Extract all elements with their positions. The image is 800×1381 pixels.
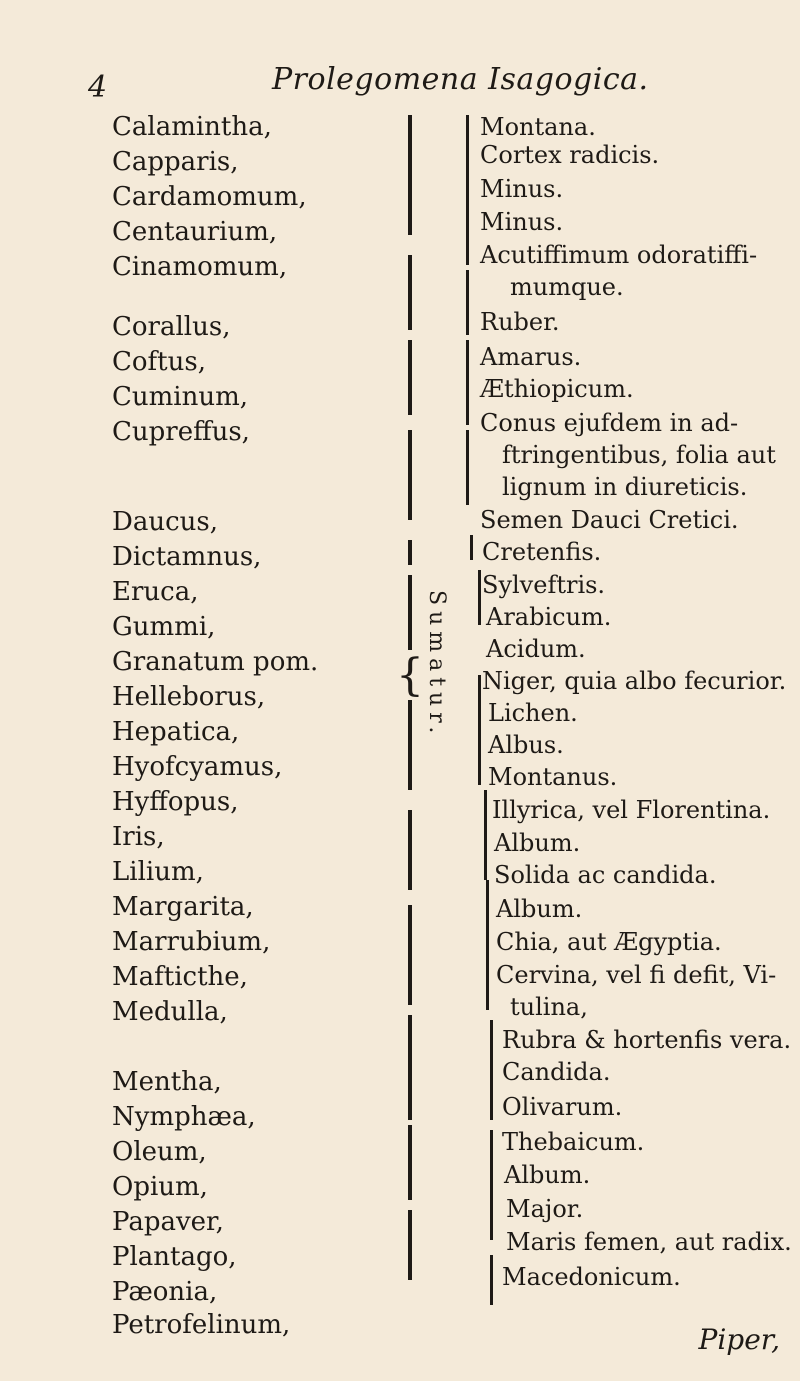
left-entry: Marrubium, bbox=[112, 927, 271, 957]
bracket-bar bbox=[408, 115, 412, 235]
right-entry: ftringentibus, folia aut bbox=[502, 441, 776, 469]
left-entry: Medulla, bbox=[112, 997, 228, 1027]
left-entry: Capparis, bbox=[112, 147, 239, 177]
left-entry: Hyofcyamus, bbox=[112, 752, 283, 782]
right-entry: Album. bbox=[504, 1161, 591, 1189]
right-entry: Rubra & hortenfis vera. bbox=[502, 1026, 792, 1054]
bracket-bar bbox=[408, 700, 412, 790]
bracket-bar bbox=[408, 430, 412, 520]
left-entry: Nymphæa, bbox=[112, 1102, 256, 1132]
right-entry: Montana. bbox=[480, 113, 596, 141]
right-entry: Candida. bbox=[502, 1058, 611, 1086]
left-entry: Gummi, bbox=[112, 612, 216, 642]
bracket-bar bbox=[466, 340, 469, 425]
left-entry: Opium, bbox=[112, 1172, 208, 1202]
right-entry: Album. bbox=[494, 829, 581, 857]
left-entry: Papaver, bbox=[112, 1207, 224, 1237]
left-entry: Cardamomum, bbox=[112, 182, 307, 212]
right-entry: Solida ac candida. bbox=[494, 861, 717, 889]
right-entry: Sylveftris. bbox=[482, 571, 606, 599]
right-entry: Thebaicum. bbox=[502, 1128, 645, 1156]
left-entry: Cuminum, bbox=[112, 382, 249, 412]
bracket-bar bbox=[408, 1210, 412, 1280]
right-entry: Albus. bbox=[488, 731, 564, 759]
bracket-bar bbox=[408, 255, 412, 330]
left-entry: Cinamomum, bbox=[112, 252, 288, 282]
left-entry: Corallus, bbox=[112, 312, 231, 342]
right-entry: lignum in diureticis. bbox=[502, 473, 748, 501]
bracket-bar bbox=[466, 270, 469, 335]
bracket-bar bbox=[490, 1255, 493, 1305]
left-entry: Petrofelinum, bbox=[112, 1310, 291, 1340]
left-entry: Iris, bbox=[112, 822, 165, 852]
left-entry: Granatum pom. bbox=[112, 647, 319, 677]
left-entry: Mafticthe, bbox=[112, 962, 248, 992]
left-entry: Pæonia, bbox=[112, 1277, 218, 1307]
right-entry: Minus. bbox=[480, 175, 564, 203]
right-entry: Amarus. bbox=[480, 343, 582, 371]
right-entry: Olivarum. bbox=[502, 1093, 623, 1121]
left-entry: Calamintha, bbox=[112, 112, 272, 142]
right-entry: Acidum. bbox=[486, 635, 586, 663]
right-entry: Arabicum. bbox=[486, 603, 612, 631]
right-entry: Semen Dauci Cretici. bbox=[480, 506, 739, 534]
bracket-bar bbox=[470, 535, 473, 560]
left-entry: Margarita, bbox=[112, 892, 254, 922]
left-entry: Eruca, bbox=[112, 577, 199, 607]
left-entry: Lilium, bbox=[112, 857, 204, 887]
left-entry: Hyffopus, bbox=[112, 787, 239, 817]
right-entry: Album. bbox=[496, 895, 583, 923]
left-entry: Helleborus, bbox=[112, 682, 266, 712]
sumatur-label: Sumatur. bbox=[424, 590, 449, 740]
right-entry: Cortex radicis. bbox=[480, 141, 660, 169]
bracket-bar bbox=[490, 1020, 493, 1120]
right-entry: Chia, aut Ægyptia. bbox=[496, 928, 722, 956]
bracket-bar bbox=[466, 115, 469, 265]
bracket-bar bbox=[484, 790, 487, 880]
bracket-bar bbox=[408, 540, 412, 565]
left-entry: Plantago, bbox=[112, 1242, 237, 1272]
left-entry: Daucus, bbox=[112, 507, 219, 537]
bracket-bar bbox=[408, 340, 412, 415]
bracket-bar bbox=[490, 1130, 493, 1240]
right-entry: Macedonicum. bbox=[502, 1263, 681, 1291]
right-entry: Minus. bbox=[480, 208, 564, 236]
bracket-bar bbox=[408, 575, 412, 650]
bracket-bar bbox=[408, 1015, 412, 1120]
right-entry: Illyrica, vel Florentina. bbox=[492, 796, 771, 824]
right-entry: Montanus. bbox=[488, 763, 618, 791]
right-entry: Lichen. bbox=[488, 699, 578, 727]
left-entry: Centaurium, bbox=[112, 217, 278, 247]
left-entry: Dictamnus, bbox=[112, 542, 262, 572]
right-entry: Ruber. bbox=[480, 308, 560, 336]
right-entry: mumque. bbox=[510, 273, 624, 301]
right-entry: Æthiopicum. bbox=[480, 375, 634, 403]
catchword: Piper, bbox=[698, 1323, 780, 1356]
bracket-bar bbox=[408, 1125, 412, 1200]
right-entry: Maris femen, aut radix. bbox=[506, 1228, 792, 1256]
right-entry: Cervina, vel fi defit, Vi- bbox=[496, 961, 777, 989]
left-entry: Cupreffus, bbox=[112, 417, 250, 447]
running-head: Prolegomena Isagogica. bbox=[272, 62, 649, 97]
left-entry: Mentha, bbox=[112, 1067, 222, 1097]
bracket-bar bbox=[486, 880, 489, 1010]
left-entry: Coftus, bbox=[112, 347, 206, 377]
right-entry: Major. bbox=[506, 1195, 584, 1223]
page-number: 4 bbox=[88, 70, 108, 105]
right-entry: Acutiffimum odoratiffi- bbox=[480, 241, 758, 269]
right-entry: Conus ejufdem in ad- bbox=[480, 409, 739, 437]
brace-glyph: { bbox=[396, 650, 424, 701]
bracket-bar bbox=[408, 905, 412, 1005]
bracket-bar bbox=[466, 430, 469, 505]
left-entry: Oleum, bbox=[112, 1137, 207, 1167]
bracket-bar bbox=[478, 570, 481, 625]
left-entry: Hepatica, bbox=[112, 717, 240, 747]
right-entry: Niger, quia albo fecurior. bbox=[482, 667, 787, 695]
right-entry: Cretenfis. bbox=[482, 538, 602, 566]
right-entry: tulina, bbox=[510, 993, 588, 1021]
bracket-bar bbox=[408, 810, 412, 890]
bracket-bar bbox=[478, 675, 481, 785]
